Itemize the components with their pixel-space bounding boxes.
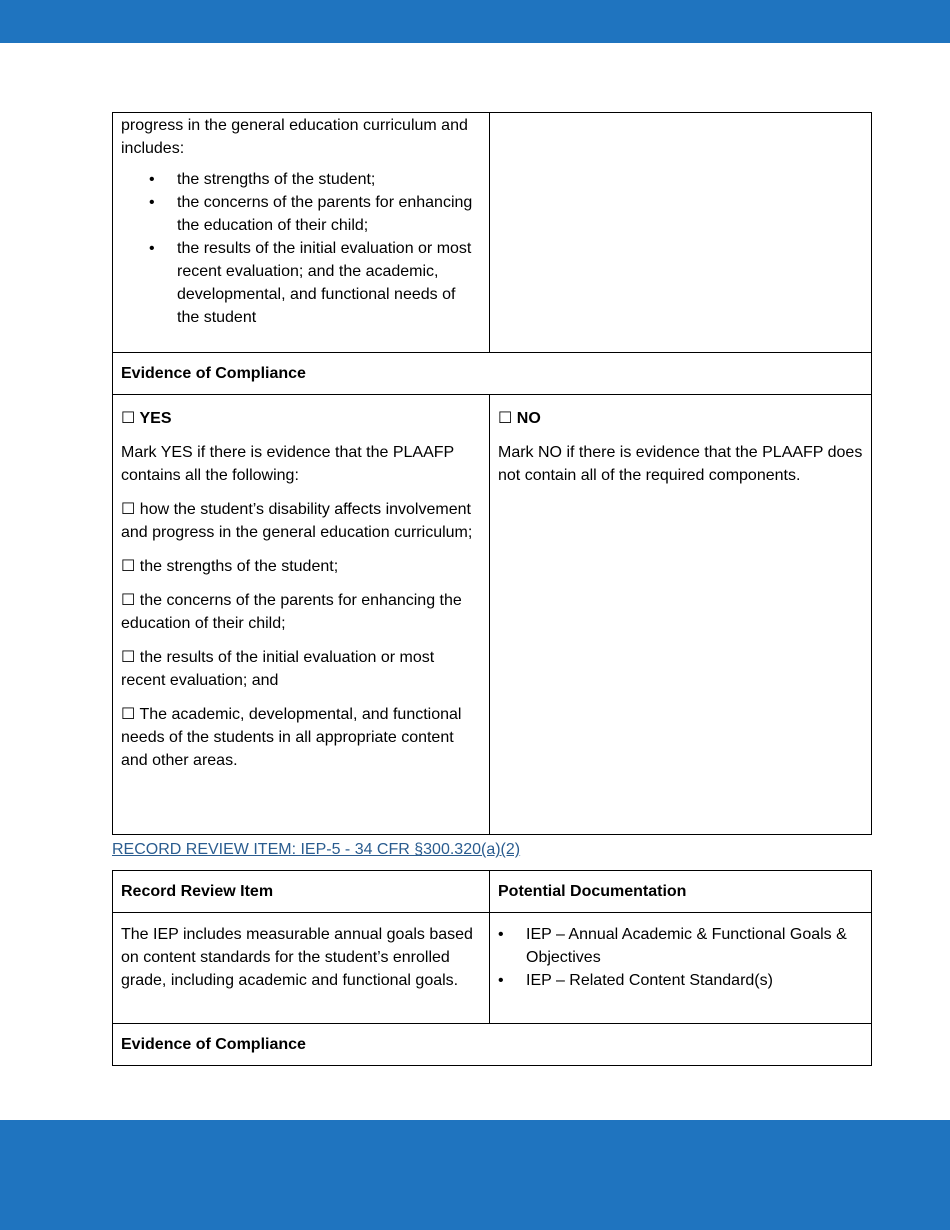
record-review-item-text: The IEP includes measurable annual goals based on content standards for the student’s enrolled grade, including academic and functional goals. bbox=[121, 926, 473, 989]
yes-cell bbox=[113, 395, 490, 835]
empty-cell bbox=[490, 113, 872, 353]
yes-instructions: Mark YES if there is evidence that the PLAAFP contains all the following: bbox=[121, 444, 454, 484]
column-header-record-review-item: Record Review Item bbox=[121, 883, 274, 900]
no-option bbox=[498, 407, 863, 430]
checklist-item[interactable]: ☐ how the student’s disability affects involvement and progress in the general education curriculum; bbox=[121, 501, 473, 541]
documentation-cell bbox=[490, 913, 872, 1024]
yes-checkbox[interactable]: ☐ bbox=[121, 410, 136, 427]
requirement-cell bbox=[113, 113, 490, 353]
compliance-table-2 bbox=[112, 870, 872, 1066]
checklist-item[interactable]: ☐ the strengths of the student; bbox=[121, 558, 339, 575]
header-cell bbox=[113, 871, 490, 913]
evidence-heading-cell bbox=[113, 353, 872, 395]
list-item: • IEP – Related Content Standard(s) bbox=[526, 969, 863, 992]
record-review-link[interactable]: RECORD REVIEW ITEM: IEP-5 - 34 CFR §300.320(a)(2) bbox=[112, 841, 521, 858]
yes-option bbox=[121, 407, 481, 430]
list-item: • the strengths of the student; bbox=[177, 168, 481, 191]
item-cell bbox=[113, 913, 490, 1024]
list-item: • IEP – Annual Academic & Functional Goals & Objectives bbox=[526, 923, 863, 969]
requirement-intro: progress in the general education curriculum and includes: bbox=[121, 117, 468, 157]
list-item: • the results of the initial evaluation or most recent evaluation; and the academic, developmental, and functional needs of the student bbox=[177, 237, 481, 329]
yes-label: YES bbox=[139, 410, 172, 427]
header-band bbox=[0, 0, 950, 43]
column-header-potential-documentation: Potential Documentation bbox=[498, 883, 687, 900]
checklist-item[interactable]: ☐ the concerns of the parents for enhancing the education of their child; bbox=[121, 592, 462, 632]
no-cell bbox=[490, 395, 872, 835]
evidence-heading-cell bbox=[113, 1024, 872, 1066]
requirement-bullets bbox=[121, 168, 481, 329]
evidence-heading: Evidence of Compliance bbox=[121, 365, 306, 382]
checklist-item[interactable]: ☐ the results of the initial evaluation or most recent evaluation; and bbox=[121, 649, 435, 689]
checklist-item[interactable]: ☐ The academic, developmental, and functional needs of the students in all appropriate content and other areas. bbox=[121, 706, 462, 769]
list-item: • the concerns of the parents for enhancing the education of their child; bbox=[177, 191, 481, 237]
documentation-list bbox=[498, 923, 863, 992]
footer-band bbox=[0, 1120, 950, 1230]
no-checkbox[interactable]: ☐ bbox=[498, 410, 513, 427]
evidence-heading: Evidence of Compliance bbox=[121, 1036, 306, 1053]
no-instructions: Mark NO if there is evidence that the PLAAFP does not contain all of the required components. bbox=[498, 444, 863, 484]
header-cell bbox=[490, 871, 872, 913]
no-label: NO bbox=[516, 410, 541, 427]
compliance-table-1 bbox=[112, 112, 872, 835]
